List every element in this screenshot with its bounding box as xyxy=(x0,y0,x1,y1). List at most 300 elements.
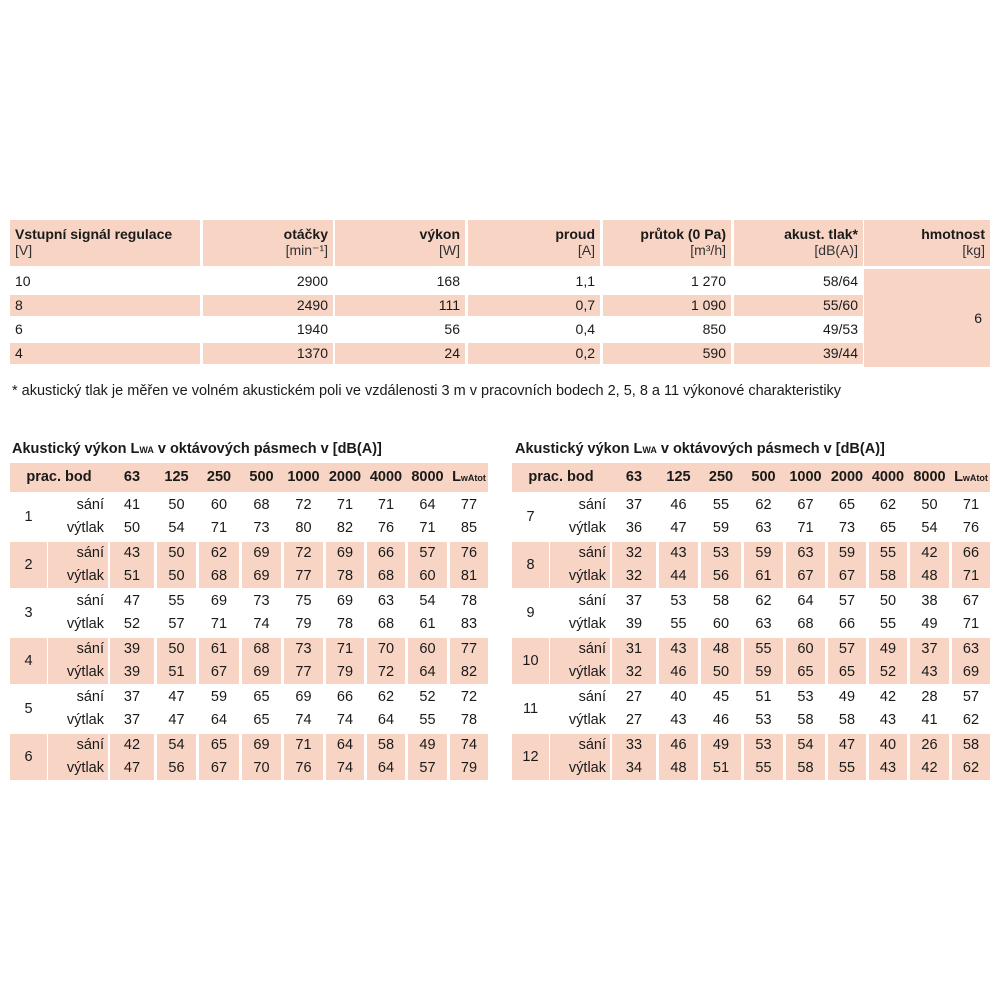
value-sani: 37 xyxy=(921,641,938,657)
value-vytlak: 60 xyxy=(712,616,730,632)
point-number: 6 xyxy=(10,734,47,780)
label-vytlak: výtlak xyxy=(568,616,606,632)
value-cell xyxy=(952,734,990,780)
value-vytlak: 58 xyxy=(797,760,814,776)
value-vytlak: 71 xyxy=(419,520,436,536)
header-vstupni-signal: Vstupní signál regulace [V] xyxy=(10,220,200,266)
point-labels xyxy=(48,494,108,540)
value-sani: 50 xyxy=(921,497,938,513)
hmotnost-value: 6 xyxy=(864,269,990,367)
value-vytlak: 55 xyxy=(879,616,897,632)
point-number: 9 xyxy=(526,605,535,621)
value-sani: 58 xyxy=(712,593,730,609)
label-sani: sání xyxy=(578,641,606,657)
value-sani: 69 xyxy=(336,545,354,561)
value-cell xyxy=(450,638,488,684)
value-vytlak: 44 xyxy=(670,568,687,584)
value-vytlak: 69 xyxy=(253,664,270,680)
point-number: 5 xyxy=(24,701,33,717)
point-number: 10 xyxy=(512,638,549,684)
value-sani: 53 xyxy=(797,689,814,705)
value-cell xyxy=(786,734,825,780)
value-vytlak: 72 xyxy=(377,664,395,680)
value-cell xyxy=(326,542,364,588)
header-band-125: 125 xyxy=(164,469,189,485)
value-cell xyxy=(786,638,825,684)
value-sani: 54 xyxy=(419,593,436,609)
value-cell xyxy=(701,686,741,732)
value-vytlak: 74 xyxy=(336,760,354,776)
value-cell xyxy=(612,542,656,588)
value-cell xyxy=(199,590,239,636)
value-sani: 50 xyxy=(879,593,897,609)
value-vytlak: 32 xyxy=(625,568,643,584)
point-labels xyxy=(48,734,108,780)
value-cell xyxy=(869,542,907,588)
value-cell xyxy=(284,734,323,780)
value-cell xyxy=(744,734,783,780)
value-vytlak: 54 xyxy=(921,520,938,536)
value-sani: 26 xyxy=(921,737,938,753)
value-cell xyxy=(659,494,698,540)
value-vytlak: 83 xyxy=(460,616,478,632)
value-sani: 63 xyxy=(962,641,980,657)
cell-akust-tlak: 55/60 xyxy=(734,295,863,316)
value-cell xyxy=(786,590,825,636)
value-cell xyxy=(869,734,907,780)
value-cell xyxy=(157,590,196,636)
value-vytlak: 48 xyxy=(921,568,938,584)
value-sani: 47 xyxy=(838,737,856,753)
value-vytlak: 50 xyxy=(168,568,185,584)
value-sani: 58 xyxy=(377,737,395,753)
point-number: 1 xyxy=(24,509,33,525)
value-cell xyxy=(659,686,698,732)
value-vytlak: 73 xyxy=(253,520,270,536)
value-sani: 37 xyxy=(123,689,141,705)
value-cell xyxy=(326,734,364,780)
value-vytlak: 73 xyxy=(838,520,856,536)
value-cell xyxy=(199,494,239,540)
value-vytlak: 34 xyxy=(625,760,643,776)
value-vytlak: 39 xyxy=(123,664,141,680)
value-vytlak: 39 xyxy=(625,616,643,632)
value-sani: 69 xyxy=(253,545,270,561)
cell-otacky: 1940 xyxy=(296,321,328,337)
cell-proud: 0,7 xyxy=(468,295,600,316)
cell-vykon: 168 xyxy=(436,273,460,289)
value-sani: 59 xyxy=(755,545,772,561)
value-vytlak: 36 xyxy=(625,520,643,536)
cell-prutok: 590 xyxy=(603,343,731,364)
value-sani: 48 xyxy=(712,641,730,657)
value-cell xyxy=(284,638,323,684)
value-sani: 72 xyxy=(295,497,312,513)
value-sani: 61 xyxy=(210,641,228,657)
value-cell xyxy=(367,686,405,732)
label-sani: sání xyxy=(76,737,104,753)
value-sani: 60 xyxy=(797,641,814,657)
value-vytlak: 68 xyxy=(797,616,814,632)
label-sani: sání xyxy=(76,689,104,705)
value-sani: 62 xyxy=(879,497,897,513)
value-vytlak: 43 xyxy=(670,712,687,728)
value-vytlak: 79 xyxy=(336,664,354,680)
value-sani: 45 xyxy=(712,689,730,705)
value-cell xyxy=(326,494,364,540)
value-cell xyxy=(367,638,405,684)
value-sani: 49 xyxy=(712,737,730,753)
header-band-250: 250 xyxy=(206,469,232,485)
value-cell xyxy=(408,494,447,540)
value-cell xyxy=(828,590,866,636)
value-vytlak: 55 xyxy=(755,760,772,776)
header-band-8000: 8000 xyxy=(411,469,444,485)
value-sani: 60 xyxy=(419,641,436,657)
value-vytlak: 77 xyxy=(295,568,312,584)
value-sani: 62 xyxy=(377,689,395,705)
value-cell xyxy=(744,590,783,636)
value-sani: 74 xyxy=(460,737,478,753)
value-sani: 71 xyxy=(295,737,312,753)
value-cell xyxy=(450,590,488,636)
cell-prutok: 1 090 xyxy=(603,295,731,316)
cell-vykon: 56 xyxy=(444,321,460,337)
value-sani: 28 xyxy=(921,689,938,705)
cell-otacky: 2490 xyxy=(203,295,333,316)
value-vytlak: 76 xyxy=(295,760,312,776)
value-cell xyxy=(744,494,783,540)
point-labels xyxy=(550,494,610,540)
value-vytlak: 64 xyxy=(210,712,228,728)
value-sani: 54 xyxy=(797,737,814,753)
value-sani: 78 xyxy=(460,593,478,609)
header-proud: proud [A] xyxy=(468,220,600,266)
value-cell xyxy=(952,590,990,636)
value-sani: 62 xyxy=(755,593,772,609)
value-sani: 37 xyxy=(625,497,643,513)
value-cell xyxy=(408,734,447,780)
value-cell xyxy=(110,638,154,684)
cell-otacky: 2900 xyxy=(296,273,328,289)
cell-vykon: 24 xyxy=(335,343,465,364)
value-cell xyxy=(701,734,741,780)
value-cell xyxy=(786,686,825,732)
cell-signal: 10 xyxy=(15,273,31,289)
header-band-1000: 1000 xyxy=(287,469,320,485)
value-cell xyxy=(408,590,447,636)
value-vytlak: 81 xyxy=(460,568,478,584)
cell-akust-tlak: 39/44 xyxy=(734,343,863,364)
value-sani: 47 xyxy=(123,593,141,609)
header-lwatot xyxy=(952,463,990,492)
value-cell xyxy=(450,686,488,732)
value-sani: 64 xyxy=(797,593,814,609)
header-band-63: 63 xyxy=(625,469,643,485)
value-cell xyxy=(408,542,447,588)
value-vytlak: 66 xyxy=(838,616,856,632)
value-sani: 54 xyxy=(168,737,185,753)
point-labels xyxy=(48,590,108,636)
value-vytlak: 48 xyxy=(670,760,687,776)
value-cell xyxy=(110,686,154,732)
value-sani: 41 xyxy=(123,497,141,513)
value-sani: 63 xyxy=(377,593,395,609)
value-cell xyxy=(701,638,741,684)
value-vytlak: 62 xyxy=(962,712,980,728)
value-vytlak: 59 xyxy=(712,520,730,536)
value-sani: 42 xyxy=(123,737,141,753)
header-prac-bod: prac. bod xyxy=(26,469,92,485)
value-vytlak: 77 xyxy=(295,664,312,680)
value-sani: 57 xyxy=(838,593,856,609)
value-cell xyxy=(612,638,656,684)
value-sani: 67 xyxy=(962,593,980,609)
value-sani: 67 xyxy=(797,497,814,513)
header-vykon: výkon [W] xyxy=(335,220,465,266)
header-otacky: otáčky [min⁻¹] xyxy=(203,220,333,266)
value-cell xyxy=(952,542,990,588)
value-vytlak: 50 xyxy=(712,664,730,680)
value-cell xyxy=(326,590,364,636)
value-sani: 58 xyxy=(962,737,980,753)
value-sani: 43 xyxy=(670,545,687,561)
value-sani: 59 xyxy=(838,545,856,561)
header-lwatot-main: L xyxy=(954,469,963,485)
label-sani: sání xyxy=(578,593,606,609)
value-cell xyxy=(284,542,323,588)
value-sani: 71 xyxy=(336,641,354,657)
value-cell xyxy=(910,734,949,780)
label-vytlak: výtlak xyxy=(568,568,606,584)
value-sani: 72 xyxy=(460,689,478,705)
value-vytlak: 74 xyxy=(336,712,354,728)
value-cell xyxy=(869,590,907,636)
point-number: 4 xyxy=(10,638,47,684)
point-number: 2 xyxy=(10,542,47,588)
value-cell xyxy=(612,686,656,732)
label-vytlak: výtlak xyxy=(66,712,104,728)
value-sani: 53 xyxy=(755,737,772,753)
value-cell xyxy=(367,734,405,780)
header-hmotnost: hmotnost [kg] xyxy=(864,220,990,266)
value-sani: 77 xyxy=(460,641,478,657)
value-cell xyxy=(612,590,656,636)
point-labels xyxy=(550,734,610,780)
value-cell xyxy=(367,590,405,636)
value-cell xyxy=(284,686,323,732)
value-cell xyxy=(828,734,866,780)
cell-signal: 6 xyxy=(15,321,23,337)
acoustic-header-row xyxy=(10,463,488,492)
value-vytlak: 65 xyxy=(879,520,897,536)
value-cell xyxy=(326,686,364,732)
value-sani: 46 xyxy=(670,737,687,753)
value-cell xyxy=(110,734,154,780)
value-vytlak: 71 xyxy=(210,520,228,536)
value-vytlak: 58 xyxy=(797,712,814,728)
value-sani: 39 xyxy=(123,641,141,657)
point-number: 11 xyxy=(522,701,539,717)
value-cell xyxy=(828,494,866,540)
value-vytlak: 68 xyxy=(377,568,395,584)
value-cell xyxy=(284,590,323,636)
value-sani: 68 xyxy=(253,641,270,657)
value-cell xyxy=(199,638,239,684)
value-sani: 51 xyxy=(755,689,772,705)
header-band-2000: 2000 xyxy=(328,469,362,485)
point-labels xyxy=(48,686,108,732)
value-cell xyxy=(701,542,741,588)
header-band-8000: 8000 xyxy=(913,469,946,485)
value-vytlak: 79 xyxy=(460,760,478,776)
footnote: * akustický tlak je měřen ve volném akustickém poli ve vzdálenosti 3 m v pracovních bodech 2, 5, 8 a 11 výkonové charakteristiky xyxy=(12,383,842,399)
value-sani: 55 xyxy=(712,497,730,513)
label-vytlak: výtlak xyxy=(66,664,104,680)
label-sani: sání xyxy=(76,497,104,513)
value-vytlak: 74 xyxy=(295,712,312,728)
value-vytlak: 65 xyxy=(797,664,814,680)
value-sani: 40 xyxy=(670,689,687,705)
value-sani: 43 xyxy=(670,641,687,657)
value-sani: 60 xyxy=(210,497,228,513)
value-vytlak: 71 xyxy=(797,520,814,536)
value-cell xyxy=(659,638,698,684)
value-sani: 64 xyxy=(336,737,354,753)
cell-proud: 0,4 xyxy=(575,321,595,337)
value-vytlak: 68 xyxy=(210,568,228,584)
label-vytlak: výtlak xyxy=(568,712,606,728)
label-sani: sání xyxy=(76,641,104,657)
value-vytlak: 85 xyxy=(460,520,478,536)
value-sani: 71 xyxy=(336,497,354,513)
value-sani: 55 xyxy=(755,641,772,657)
value-vytlak: 58 xyxy=(838,712,856,728)
value-cell xyxy=(157,686,196,732)
value-cell xyxy=(910,542,949,588)
value-vytlak: 62 xyxy=(962,760,980,776)
value-vytlak: 50 xyxy=(123,520,141,536)
label-sani: sání xyxy=(578,497,606,513)
value-vytlak: 61 xyxy=(755,568,772,584)
label-vytlak: výtlak xyxy=(66,616,104,632)
value-vytlak: 56 xyxy=(712,568,730,584)
value-cell xyxy=(744,542,783,588)
value-vytlak: 57 xyxy=(168,616,185,632)
point-labels xyxy=(48,638,108,684)
value-vytlak: 63 xyxy=(755,616,772,632)
cell-proud: 0,2 xyxy=(468,343,600,364)
value-vytlak: 32 xyxy=(625,664,643,680)
label-sani: sání xyxy=(578,545,606,561)
value-cell xyxy=(952,494,990,540)
value-vytlak: 61 xyxy=(419,616,436,632)
value-cell xyxy=(199,734,239,780)
value-sani: 57 xyxy=(838,641,856,657)
value-cell xyxy=(242,590,281,636)
value-vytlak: 47 xyxy=(123,760,141,776)
value-vytlak: 82 xyxy=(460,664,478,680)
value-cell xyxy=(869,638,907,684)
value-cell xyxy=(284,494,323,540)
label-sani: sání xyxy=(578,737,606,753)
value-sani: 49 xyxy=(419,737,436,753)
value-vytlak: 46 xyxy=(670,664,687,680)
value-vytlak: 57 xyxy=(419,760,436,776)
value-vytlak: 82 xyxy=(336,520,354,536)
point-labels xyxy=(550,686,610,732)
value-sani: 68 xyxy=(253,497,270,513)
label-vytlak: výtlak xyxy=(66,520,104,536)
value-vytlak: 53 xyxy=(755,712,772,728)
value-sani: 64 xyxy=(419,497,436,513)
value-cell xyxy=(110,494,154,540)
value-sani: 27 xyxy=(625,689,643,705)
label-vytlak: výtlak xyxy=(568,760,606,776)
header-band-250: 250 xyxy=(708,469,734,485)
value-vytlak: 67 xyxy=(210,760,228,776)
value-sani: 46 xyxy=(670,497,687,513)
value-cell xyxy=(242,494,281,540)
label-vytlak: výtlak xyxy=(66,568,104,584)
value-cell xyxy=(952,638,990,684)
value-sani: 69 xyxy=(253,737,270,753)
value-vytlak: 55 xyxy=(419,712,436,728)
value-cell xyxy=(612,494,656,540)
value-sani: 53 xyxy=(712,545,730,561)
cell-proud: 1,1 xyxy=(575,273,595,289)
value-sani: 75 xyxy=(295,593,312,609)
value-vytlak: 63 xyxy=(755,520,772,536)
header-lwatot xyxy=(450,463,488,492)
value-cell xyxy=(199,686,239,732)
header-band-500: 500 xyxy=(751,469,776,485)
value-sani: 42 xyxy=(921,545,938,561)
value-cell xyxy=(367,542,405,588)
value-cell xyxy=(952,686,990,732)
header-band-4000: 4000 xyxy=(369,469,403,485)
value-cell xyxy=(110,590,154,636)
value-sani: 57 xyxy=(962,689,980,705)
value-cell xyxy=(110,542,154,588)
value-sani: 69 xyxy=(336,593,354,609)
point-number: 8 xyxy=(512,542,549,588)
value-cell xyxy=(828,638,866,684)
value-vytlak: 71 xyxy=(962,616,980,632)
value-vytlak: 46 xyxy=(712,712,730,728)
label-vytlak: výtlak xyxy=(568,520,606,536)
value-sani: 49 xyxy=(879,641,897,657)
value-sani: 62 xyxy=(210,545,228,561)
value-cell xyxy=(408,686,447,732)
cell-vykon: 111 xyxy=(335,295,465,316)
value-vytlak: 43 xyxy=(921,664,938,680)
value-sani: 42 xyxy=(879,689,897,705)
value-vytlak: 51 xyxy=(123,568,141,584)
header-prutok: průtok (0 Pa) [m³/h] xyxy=(603,220,731,266)
value-sani: 43 xyxy=(123,545,141,561)
header-band-4000: 4000 xyxy=(871,469,905,485)
value-sani: 69 xyxy=(210,593,228,609)
value-sani: 76 xyxy=(460,545,478,561)
value-cell xyxy=(828,542,866,588)
value-cell xyxy=(910,686,949,732)
value-vytlak: 68 xyxy=(377,616,395,632)
header-band-500: 500 xyxy=(249,469,274,485)
value-vytlak: 69 xyxy=(962,664,980,680)
value-vytlak: 55 xyxy=(670,616,687,632)
value-vytlak: 74 xyxy=(253,616,270,632)
